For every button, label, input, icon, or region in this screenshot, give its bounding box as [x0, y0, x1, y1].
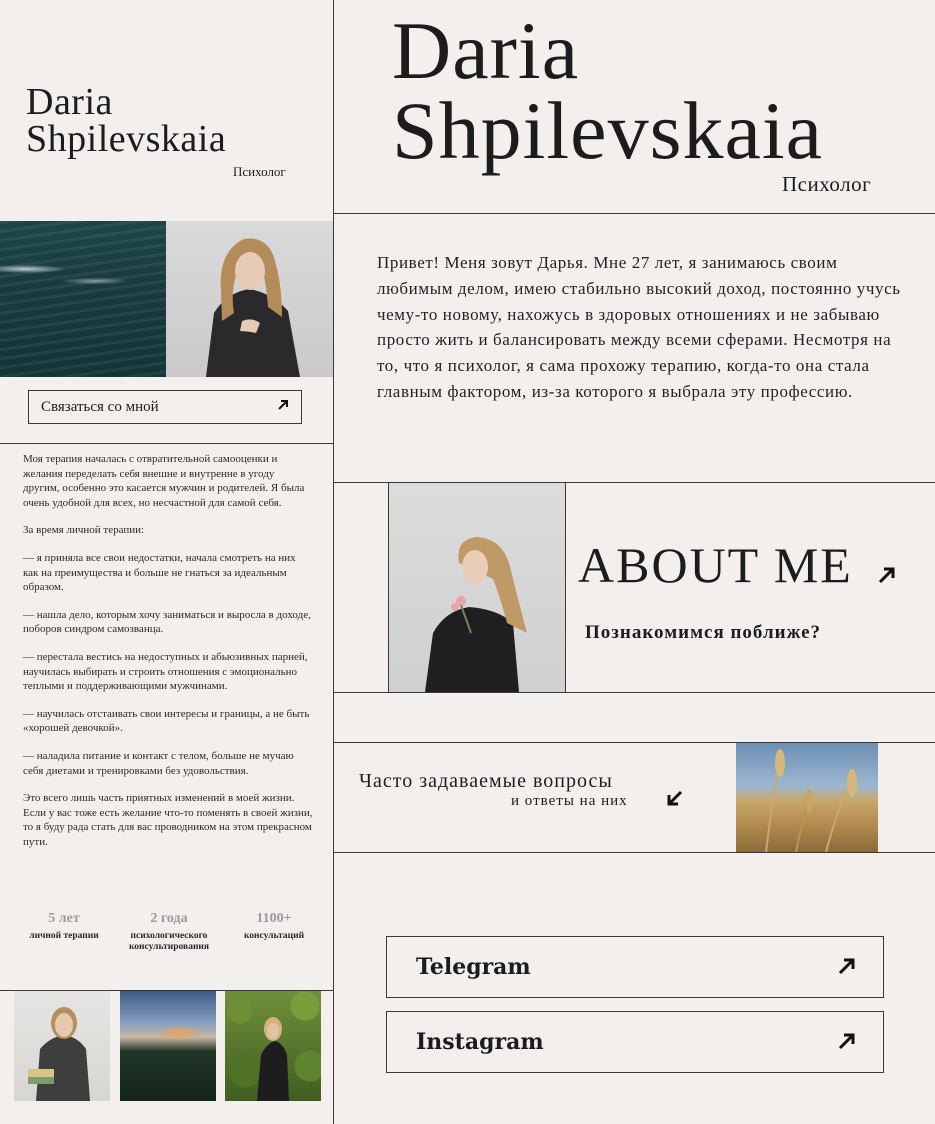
- story-paragraph: [23, 551, 313, 595]
- left-brand-role: Психолог: [233, 164, 286, 179]
- arrow-up-right-icon: [837, 1028, 857, 1057]
- left-brand-last-name: Shpilevskaia: [26, 118, 227, 160]
- story-text: — перестала вестись на недоступных и абьюзивных парней, научилась выбирать и строить отношения с эмоционально теплыми и поддерживающими мужчинами.: [23, 650, 308, 693]
- story-text: — наладила питание и контакт с телом, больше не мучаю себя диетами и тренировками без удовольствия.: [23, 749, 294, 777]
- right-divider: [334, 213, 935, 214]
- stat-item: [119, 911, 219, 953]
- about-frame-right: [565, 482, 566, 693]
- story-text: Это всего лишь часть приятных изменений в моей жизни. Если у вас тоже есть желание что-то поменять в своей жизни, то я буду рада стать для вас проводником на этом прекрасном пути.: [23, 792, 313, 848]
- portrait-photo: [166, 221, 333, 377]
- right-brand: [392, 5, 872, 196]
- telegram-button[interactable]: [386, 936, 884, 998]
- left-brand: [26, 81, 326, 179]
- left-column: [0, 0, 333, 1124]
- story-text: — нашла дело, которым хочу заниматься и выросла в доходе, поборов синдром самозванца.: [23, 608, 311, 636]
- story-paragraph: [23, 791, 313, 849]
- about-photo: [389, 483, 565, 692]
- left-divider: [0, 443, 333, 444]
- faq-title[interactable]: Часто задаваемые вопросы: [359, 770, 613, 792]
- stat-value: 5 лет: [48, 911, 80, 926]
- arrow-down-left-icon[interactable]: [666, 788, 684, 812]
- story-paragraph: [23, 749, 313, 778]
- stat-value: 1100+: [256, 911, 292, 926]
- arrow-up-right-icon: [837, 953, 857, 982]
- faq-subtitle: и ответы на них: [511, 793, 628, 809]
- stat-value: 2 года: [150, 911, 188, 926]
- column-divider: [333, 0, 334, 1124]
- contact-me-button[interactable]: [28, 390, 302, 424]
- about-me-title[interactable]: ABOUT ME: [578, 537, 853, 593]
- story-paragraph: [23, 650, 313, 694]
- intro-text: Привет! Меня зовут Дарья. Мне 27 лет, я занимаюсь своим любимым делом, имею стабильно высокий доход, постоянно учусь чему-то новому, нахожусь в здоровых отношениях и не забываю просто жить и балансировать между всеми сферами. Несмотря на то, что я психолог, я сама прохожу терапию, когда-то она стала главным фактором, из-за которого я выбрала эту профессию.: [377, 253, 901, 401]
- gallery-photo-books: [14, 991, 110, 1101]
- arrow-up-right-icon: [277, 399, 289, 416]
- telegram-label: Telegram: [416, 954, 531, 980]
- story-paragraph: [23, 608, 313, 637]
- story-paragraph: [23, 707, 313, 736]
- story-text: За время личной терапии:: [23, 524, 145, 537]
- instagram-label: Instagram: [416, 1029, 544, 1055]
- about-me-subtitle: Познакомимся поближе?: [585, 622, 822, 643]
- wheat-photo: [736, 743, 878, 852]
- left-brand-first-name: Daria: [26, 81, 113, 123]
- story-text: — научилась отстаивать свои интересы и границы, а не быть «хорошей девочкой».: [23, 707, 310, 735]
- stat-caption: личной терапии: [29, 931, 99, 941]
- story-text: — я приняла все свои недостатки, начала смотреть на них как на преимущества и больше не гнаться за идеальным образом.: [23, 551, 296, 594]
- stats-row: [14, 911, 324, 953]
- left-photo-row: [0, 221, 333, 377]
- right-divider: [334, 852, 935, 853]
- story-paragraph: [23, 452, 313, 510]
- therapy-story: [23, 452, 313, 862]
- stat-caption: психологического консультирования: [128, 931, 210, 952]
- right-divider: [334, 692, 935, 693]
- arrow-up-right-icon[interactable]: [877, 562, 897, 591]
- gallery-photo-tropics: [225, 991, 321, 1101]
- sea-photo: [0, 221, 166, 377]
- instagram-button[interactable]: [386, 1011, 884, 1073]
- contact-me-label: Связаться со мной: [41, 398, 159, 415]
- right-brand-first-name: Daria: [392, 5, 580, 96]
- stat-item: [224, 911, 324, 953]
- stat-caption: консультаций: [243, 931, 305, 941]
- right-brand-role: Психолог: [782, 172, 872, 196]
- story-text: Моя терапия началась с отвратительной самооценки и желания переделать себя внешне и внутренне в угоду другим, особенно это касается мужчин и родителей. Я была очень удобной для всех, но несчастной для самой себя.: [23, 453, 305, 509]
- stat-item: [14, 911, 114, 953]
- story-paragraph: [23, 523, 313, 538]
- right-brand-last-name: Shpilevskaia: [392, 85, 824, 176]
- gallery-photo-sunset: [120, 991, 216, 1101]
